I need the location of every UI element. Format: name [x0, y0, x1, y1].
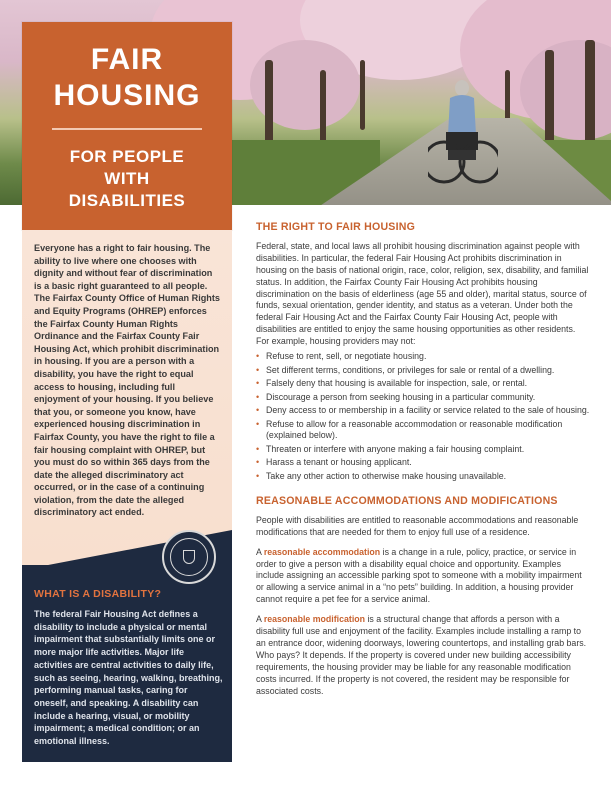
list-item: • Threaten or interfere with anyone making a fair housing complaint.: [256, 444, 590, 456]
disability-heading: WHAT IS A DISABILITY?: [34, 588, 162, 600]
list-item: • Refuse to allow for a reasonable accommodation or reasonable modification (explained below).: [256, 419, 590, 443]
list-item: • Refuse to rent, sell, or negotiate housing.: [256, 351, 590, 363]
intro-text: Everyone has a right to fair housing. The ability to live where one chooses with dignity and without fear of discrimination is a basic right guaranteed to all people. The Fairfax County Office of Human Rights and Equity Programs (OHREP) enforces the Fairfax County Human Rights Ordinance and the Fairfax County Fair Housing Act, which prohibit discrimination in housing. If you are a person with a disability, you have the right to equal access to housing, including full enjoyment of your housing. If you believe that you, or someone you know, have experienced housing discrimination in Fairfax County, you have the right to file a fair housing complaint with OHREP, but you must do so within 365 days from the date the alleged discriminatory act occurred, or in the case of a continuing violation, from the date the alleged discriminatory act ended.: [34, 243, 220, 518]
county-seal-icon: [162, 530, 216, 584]
section-heading-accommodations: REASONABLE ACCOMMODATIONS AND MODIFICATIONS: [256, 494, 558, 507]
list-item: • Set different terms, conditions, or privileges for sale or rental of a dwelling.: [256, 365, 590, 377]
page-title: FAIR HOUSING: [53, 43, 201, 112]
list-item: • Harass a tenant or housing applicant.: [256, 457, 590, 469]
wheelchair-figure: [428, 80, 498, 190]
right-to-fair-housing-body: Federal, state, and local laws all prohibit housing discrimination against people with disabilities. In particular, the federal Fair Housing Act prohibits discrimination in housing on the basis of national origin, race, color, religion, sex, disability, and familial status. In addition, the Fairfax County Fair Housing Act prohibits housing discrimination on the basis of elderliness (age 55 and older), marital status, source of funds, sexual orientation, gender identity, and status as a veteran. Under both the federal Fair Housing Act and the Fairfax County Fair Housing Act, people with disabilities are entitled to enjoy the same housing opportunities as other residents. For example, housing providers may not:: [256, 240, 589, 347]
term-reasonable-modification: reasonable modification: [263, 614, 366, 625]
list-item: • Take any other action to otherwise make housing unavailable.: [256, 471, 590, 483]
prohibited-actions-list: [256, 351, 590, 483]
right-column: [256, 222, 590, 705]
title-divider: [52, 128, 202, 130]
modification-definition: A reasonable modification is a structural change that affords a person with a disability full use and enjoyment of the facility. Examples include installing a ramp to an entrance door, widening doorways, lowering countertops, and installing grab bars. Who pays? It depends. If the property is covered under new building accessibility requirements, the housing provider may be liable for any reasonable modification costs incurred. If the property is not covered, the resident may be responsible for associated costs.: [256, 614, 587, 696]
section-heading-right-to-fair-housing: THE RIGHT TO FAIR HOUSING: [256, 221, 416, 233]
accommodation-definition: A reasonable accommodation is a change in a rule, policy, practice, or service in order to give a person with a disability equal choice and opportunity. Examples include assigning an accessible parking spot to someone with a mobility impairment or allowing a service animal in a “no pets” building. In addition, a housing provider cannot require a pet fee for a service animal.: [256, 546, 582, 605]
list-item: • Deny access to or membership in a facility or service related to the sale of housing.: [256, 405, 590, 417]
title-panel: [22, 22, 232, 230]
list-item: • Falsely deny that housing is available for inspection, sale, or rental.: [256, 378, 590, 390]
disability-text: The federal Fair Housing Act defines a disability to include a physical or mental impairment that substantially limits one or more major life activities. Major life activities are central activities to daily life, such as seeing, hearing, walking, breathing, performing manual tasks, caring for oneself, and speaking. A disability can include a hearing, visual, or mobility impairment; a medical condition; or an emotional illness.: [34, 609, 223, 747]
left-column: [22, 230, 232, 762]
accommodations-intro: People with disabilities are entitled to reasonable accommodations and reasonable modifications that are needed for them to enjoy full use of a residence.: [256, 514, 579, 537]
page-subtitle: FOR PEOPLE WITH DISABILITIES: [68, 147, 186, 210]
list-item: • Discourage a person from seeking housing in a particular community.: [256, 392, 590, 404]
term-reasonable-accommodation: reasonable accommodation: [263, 546, 381, 557]
